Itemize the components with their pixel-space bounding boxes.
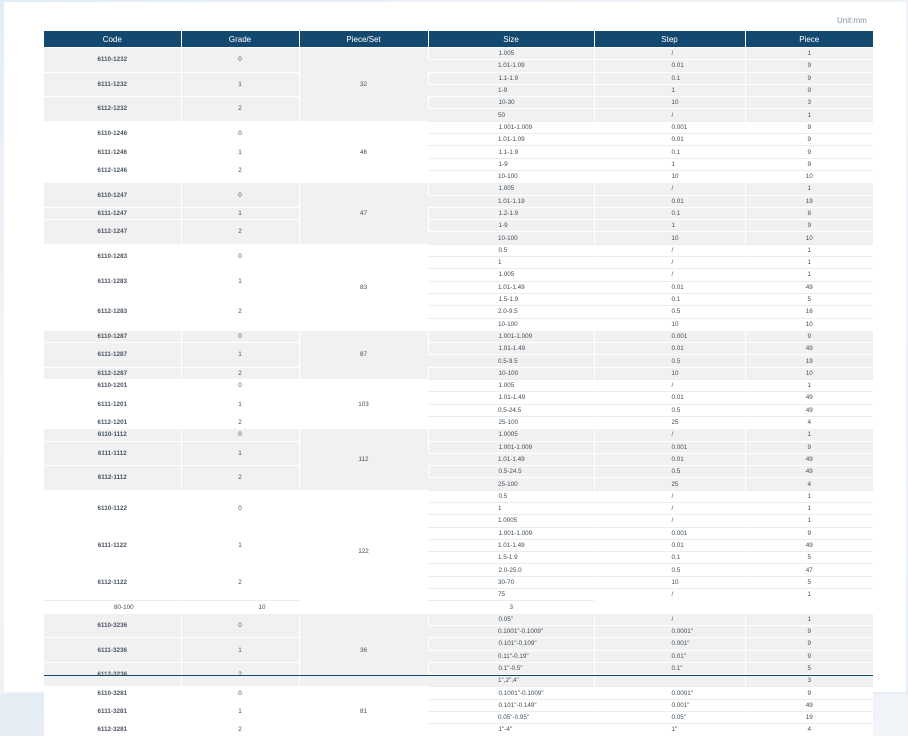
code-cell: 6110-1246 [44,121,181,146]
grade-cell: 1 [181,527,299,564]
table-row [44,330,873,342]
piece-set-cell: 81 [299,687,428,736]
grade-cell: 0 [181,121,299,146]
code-cell: 6111-3281 [44,699,181,724]
code-cell: 6110-1247 [44,183,181,208]
piece-cell: 4 [745,478,873,490]
code-cell: 6112-1201 [44,416,181,428]
code-cell: 6112-1287 [44,367,181,379]
size-cell: 1.005 [428,48,594,60]
piece-cell: 9 [745,441,873,453]
step-cell: 10 [594,367,745,379]
piece-cell: 49 [745,343,873,355]
size-cell: 1.1-1.9 [428,146,594,158]
step-cell: / [594,48,745,60]
grade-cell: 1 [181,638,299,663]
size-cell: 0.5 [428,244,594,256]
step-cell: 1" [594,724,745,736]
step-cell: 1 [594,84,745,96]
code-cell: 6112-1247 [44,220,181,245]
piece-cell: 3 [745,97,873,109]
step-cell: 0.01 [594,453,745,465]
size-cell: 1.001-1.009 [428,330,594,342]
header-piece-set: Piece/Set [299,31,428,48]
size-cell: 2.0-25.0 [428,564,594,576]
piece-cell: 3 [428,601,594,613]
table-row [44,207,873,219]
piece-cell: 5 [745,293,873,305]
header-grade: Grade [181,31,299,48]
table-row [44,699,873,711]
piece-cell: 1 [745,183,873,195]
step-cell: 0.01 [594,60,745,72]
piece-cell: 1 [745,109,873,121]
piece-cell: 9 [745,121,873,133]
size-cell: 0.5-24.5 [428,404,594,416]
size-cell: 0.05" [428,613,594,625]
code-cell: 6112-1232 [44,97,181,122]
piece-cell: 1 [745,257,873,269]
size-cell: 30-70 [428,576,594,588]
size-cell: 1",2",4" [428,675,594,687]
size-cell: 0.1001"-0.1009" [428,687,594,699]
size-cell: 0.1001"-0.1009" [428,625,594,637]
piece-cell: 1 [745,269,873,281]
step-cell [594,675,745,687]
piece-cell: 9 [745,84,873,96]
piece-cell: 9 [745,638,873,650]
piece-cell: 16 [745,306,873,318]
table-row [44,564,873,576]
step-cell: / [594,244,745,256]
table-row [44,158,873,170]
piece-cell: 3 [745,675,873,687]
size-cell: 1.005 [428,269,594,281]
piece-set-cell: 112 [299,429,428,490]
grade-cell: 2 [181,724,299,736]
piece-cell: 10 [745,232,873,244]
code-cell: 6111-1283 [44,269,181,294]
code-cell: 6111-1201 [44,392,181,417]
size-cell: 0.101"-0.149" [428,699,594,711]
piece-cell: 9 [745,527,873,539]
grade-cell: 0 [181,380,299,392]
size-cell: 75 [428,589,594,601]
grade-cell: 2 [181,293,299,330]
code-cell: 6110-1232 [44,48,181,73]
code-cell: 6112-1246 [44,158,181,183]
piece-cell: 10 [745,367,873,379]
piece-cell: 9 [745,687,873,699]
step-cell: 0.5 [594,404,745,416]
grade-cell: 2 [181,97,299,122]
code-cell: 6110-1283 [44,244,181,269]
table-row [44,244,873,256]
step-cell: 0.5 [594,466,745,478]
piece-cell: 1 [745,380,873,392]
step-cell: 0.001 [594,330,745,342]
size-cell: 1.01-1.49 [428,392,594,404]
code-cell: 6112-1112 [44,466,181,491]
code-cell: 6111-1112 [44,441,181,466]
size-cell: 1 [428,257,594,269]
step-cell: / [594,269,745,281]
step-cell: 25 [594,416,745,428]
piece-cell: 5 [745,662,873,674]
size-cell: 1.001-1.009 [428,121,594,133]
size-cell: 1-9 [428,84,594,96]
size-cell: 1.01-1.09 [428,134,594,146]
grade-cell: 0 [181,330,299,342]
step-cell: 0.001 [594,121,745,133]
unit-label: Unit:mm [837,16,867,25]
grade-cell: 0 [181,687,299,699]
size-cell: 1.0005 [428,515,594,527]
size-cell: 1.005 [428,183,594,195]
grade-cell: 1 [181,699,299,724]
step-cell: 0.01 [594,134,745,146]
size-cell: 1.001-1.009 [428,527,594,539]
table-row [44,343,873,355]
step-cell: 0.1 [594,552,745,564]
piece-cell: 49 [745,699,873,711]
piece-cell: 49 [745,466,873,478]
table-row [44,220,873,232]
piece-cell: 9 [745,146,873,158]
step-cell: / [594,109,745,121]
step-cell: / [594,613,745,625]
table-row [44,269,873,281]
code-cell: 6110-1287 [44,330,181,342]
size-cell: 1.5-1.9 [428,293,594,305]
size-cell: 1.1-1.9 [428,72,594,84]
code-cell: 6112-1122 [44,564,181,601]
piece-set-cell: 103 [299,380,428,429]
grade-cell: 1 [181,441,299,466]
piece-cell: 19 [745,712,873,724]
step-cell: 10 [594,576,745,588]
table-row [44,293,873,305]
table-row [44,72,873,84]
size-cell: 1-9 [428,158,594,170]
code-cell: 6110-1201 [44,380,181,392]
table-row [44,662,873,674]
table-row [44,183,873,195]
size-cell: 1"-4" [428,724,594,736]
table-row [44,121,873,133]
grade-cell: 2 [181,367,299,379]
piece-cell: 9 [745,60,873,72]
grade-cell: 0 [181,613,299,638]
piece-cell: 1 [745,490,873,502]
step-cell: / [594,515,745,527]
step-cell: 0.01 [594,343,745,355]
step-cell: 0.01" [594,650,745,662]
piece-cell: 1 [745,589,873,601]
table-bottom-rule [44,675,873,676]
step-cell: / [594,380,745,392]
piece-cell: 1 [745,244,873,256]
code-cell: 6111-1287 [44,343,181,368]
piece-set-cell: 122 [299,490,428,613]
step-cell: 10 [594,318,745,330]
piece-cell: 19 [745,195,873,207]
piece-cell: 1 [745,613,873,625]
grade-cell: 1 [181,72,299,97]
step-cell: 0.001 [594,527,745,539]
step-cell: / [594,490,745,502]
step-cell: 0.1 [594,293,745,305]
step-cell: 10 [594,232,745,244]
piece-cell: 9 [745,330,873,342]
size-cell: 1.01-1.09 [428,60,594,72]
code-cell: 6110-3281 [44,687,181,699]
step-cell: 0.5 [594,355,745,367]
table-row [44,441,873,453]
step-cell: 0.001" [594,699,745,711]
step-cell: 0.01 [594,392,745,404]
size-cell: 10-100 [428,232,594,244]
size-cell: 1.005 [428,380,594,392]
size-cell: 0.5-9.5 [428,355,594,367]
size-cell: 1-9 [428,220,594,232]
table-row [44,613,873,625]
grade-cell: 1 [181,392,299,417]
piece-set-cell: 83 [299,244,428,330]
code-cell: 6112-3281 [44,724,181,736]
piece-cell: 1 [745,429,873,441]
piece-cell: 9 [745,625,873,637]
piece-set-cell: 47 [299,183,428,244]
piece-cell: 9 [745,158,873,170]
step-cell: 0.01 [594,281,745,293]
gauge-block-table [44,31,873,736]
piece-set-cell: 87 [299,330,428,379]
piece-cell: 4 [745,724,873,736]
piece-cell: 49 [745,404,873,416]
step-cell: 0.1 [594,72,745,84]
table-row [44,724,873,736]
grade-cell: 1 [181,207,299,219]
piece-cell: 1 [745,502,873,514]
step-cell: 0.5 [594,564,745,576]
table-row [44,601,873,613]
code-cell: 6110-1122 [44,490,181,527]
header-piece: Piece [745,31,873,48]
piece-cell: 10 [745,318,873,330]
size-cell: 1.01-1.19 [428,195,594,207]
size-cell: 1.5-1.9 [428,552,594,564]
size-cell: 25-100 [428,478,594,490]
header-code: Code [44,31,181,48]
grade-cell: 0 [181,490,299,527]
piece-cell: 49 [745,281,873,293]
piece-cell: 19 [745,355,873,367]
table-row [44,687,873,699]
piece-cell: 1 [745,48,873,60]
table-row [44,429,873,441]
piece-set-cell: 46 [299,121,428,182]
piece-cell: 9 [745,134,873,146]
grade-cell: 2 [181,416,299,428]
grade-cell: 0 [181,48,299,73]
step-cell: 0.5 [594,306,745,318]
step-cell: 0.001" [594,638,745,650]
piece-cell: 49 [745,392,873,404]
table-row [44,490,873,502]
size-cell: 25-100 [428,416,594,428]
grade-cell: 0 [181,244,299,269]
size-cell: 50 [428,109,594,121]
size-cell: 0.1"-0.5" [428,662,594,674]
size-cell: 1.2-1.9 [428,207,594,219]
code-cell: 6110-3236 [44,613,181,638]
piece-cell: 49 [745,539,873,551]
table-row [44,416,873,428]
size-cell: 10-30 [428,97,594,109]
size-cell: 0.101"-0.109" [428,638,594,650]
step-cell: 10 [594,170,745,182]
table-row [44,48,873,60]
header-size: Size [428,31,594,48]
code-cell: 6111-3236 [44,638,181,663]
piece-cell: 49 [745,453,873,465]
piece-cell: 5 [745,552,873,564]
step-cell: 0.0001" [594,625,745,637]
size-cell: 1.01-1.49 [428,453,594,465]
step-cell: 1 [594,158,745,170]
step-cell: / [594,183,745,195]
step-cell: / [594,257,745,269]
piece-cell: 47 [745,564,873,576]
code-cell: 6111-1232 [44,72,181,97]
step-cell: 10 [594,97,745,109]
table-row [44,97,873,109]
step-cell: / [594,589,745,601]
step-cell: 0.1" [594,662,745,674]
grade-cell: 1 [181,343,299,368]
size-cell: 1.0005 [428,429,594,441]
piece-cell: 4 [745,416,873,428]
step-cell: 10 [181,601,299,613]
table-row [44,367,873,379]
size-cell: 10-100 [428,318,594,330]
grade-cell: 0 [181,429,299,441]
step-cell: / [594,429,745,441]
size-cell: 0.5-24.5 [428,466,594,478]
step-cell: 25 [594,478,745,490]
table-header-row [44,31,873,48]
piece-cell: 5 [745,576,873,588]
grade-cell: 0 [181,183,299,208]
grade-cell: 1 [181,269,299,294]
size-cell: 1.01-1.49 [428,281,594,293]
size-cell: 1.01-1.49 [428,343,594,355]
size-cell: 1 [428,502,594,514]
size-cell: 10-100 [428,367,594,379]
size-cell: 10-100 [428,170,594,182]
step-cell: 0.0001" [594,687,745,699]
code-cell: 6112-1283 [44,293,181,330]
size-cell: 0.05"-0.95" [428,712,594,724]
size-cell: 2.0-9.5 [428,306,594,318]
table-row [44,392,873,404]
piece-set-cell: 32 [299,48,428,122]
piece-cell: 8 [745,207,873,219]
piece-set-cell: 36 [299,613,428,687]
table-row [44,146,873,158]
piece-cell: 9 [745,650,873,662]
step-cell: 0.01 [594,195,745,207]
step-cell: 0.05" [594,712,745,724]
step-cell: 1 [594,220,745,232]
size-cell: 80-100 [44,601,181,613]
size-cell: 1.001-1.009 [428,441,594,453]
step-cell: / [594,502,745,514]
code-cell: 6111-1246 [44,146,181,158]
piece-cell: 1 [745,515,873,527]
step-cell: 0.01 [594,539,745,551]
code-cell: 6110-1112 [44,429,181,441]
grade-cell: 2 [181,564,299,601]
size-cell: 0.11"-0.19" [428,650,594,662]
size-cell: 1.01-1.49 [428,539,594,551]
grade-cell: 2 [181,466,299,491]
grade-cell: 2 [181,158,299,183]
piece-cell: 9 [745,220,873,232]
table-row [44,638,873,650]
piece-cell: 9 [745,72,873,84]
header-step: Step [594,31,745,48]
table-row [44,527,873,539]
grade-cell: 2 [181,220,299,245]
table-row [44,380,873,392]
code-cell: 6111-1122 [44,527,181,564]
step-cell: 0.001 [594,441,745,453]
table-body [44,48,873,736]
step-cell: 0.1 [594,207,745,219]
grade-cell: 1 [181,146,299,158]
table-row [44,466,873,478]
code-cell: 6111-1247 [44,207,181,219]
piece-cell: 10 [745,170,873,182]
step-cell: 0.1 [594,146,745,158]
size-cell: 0.5 [428,490,594,502]
